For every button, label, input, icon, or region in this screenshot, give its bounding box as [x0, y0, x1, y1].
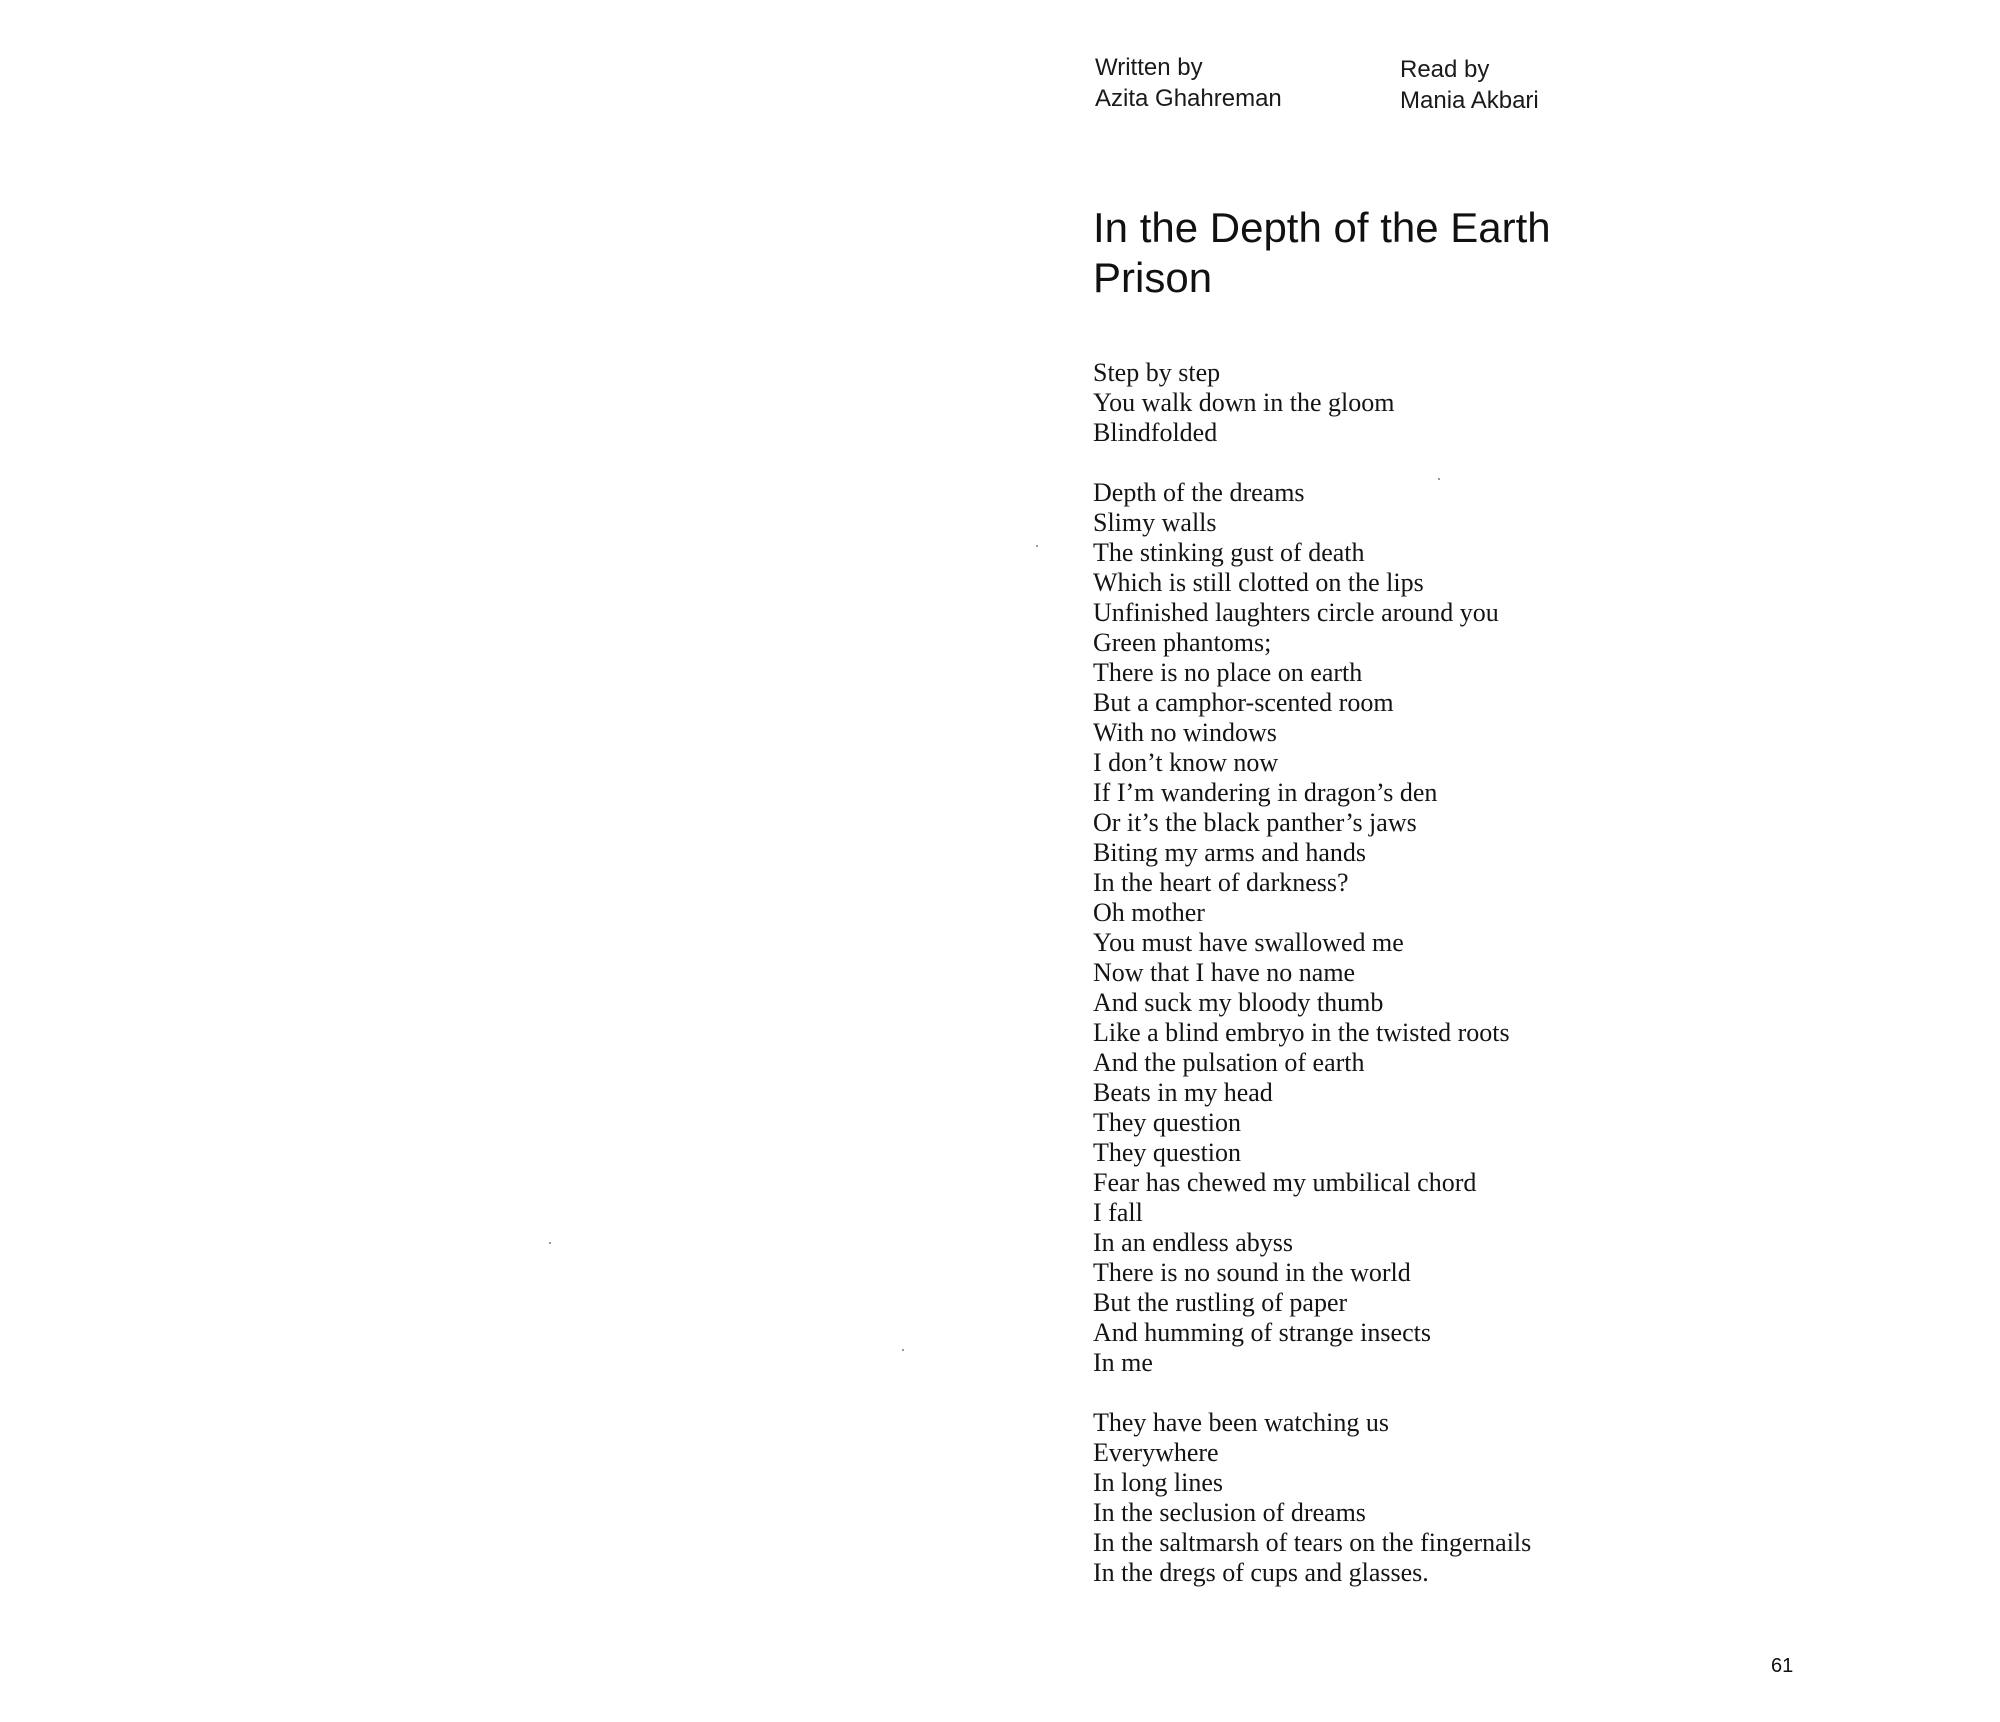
poem-line: Or it’s the black panther’s jaws	[1093, 808, 1417, 837]
poem-line: In the saltmarsh of tears on the fingernails	[1093, 1528, 1532, 1557]
poem-line: Fear has chewed my umbilical chord	[1093, 1168, 1477, 1197]
poem-line: Depth of the dreams	[1093, 478, 1305, 507]
credit-read-by	[1400, 54, 1539, 116]
poem-body	[1093, 358, 1531, 1588]
poem-line: Oh mother	[1093, 898, 1205, 927]
poem-title-line: In the Depth of the Earth	[1093, 204, 1551, 251]
poem-line: Unfinished laughters circle around you	[1093, 598, 1499, 627]
poem-line: Now that I have no name	[1093, 958, 1356, 987]
poem-line: I fall	[1093, 1198, 1143, 1227]
poem-line: In me	[1093, 1348, 1153, 1377]
poem-line: They question	[1093, 1108, 1242, 1137]
poem-line: Green phantoms;	[1093, 628, 1272, 657]
poem-line: In the seclusion of dreams	[1093, 1498, 1366, 1527]
poem-line: And the pulsation of earth	[1093, 1048, 1365, 1077]
poem-stanza	[1093, 358, 1531, 448]
poem-line: In an endless abyss	[1093, 1228, 1294, 1257]
poem-line: There is no sound in the world	[1093, 1258, 1411, 1287]
poem-line: If I’m wandering in dragon’s den	[1093, 778, 1438, 807]
poem-line: Like a blind embryo in the twisted roots	[1093, 1018, 1510, 1047]
poem-line: Beats in my head	[1093, 1078, 1273, 1107]
poem-line: In the heart of darkness?	[1093, 868, 1349, 897]
poem-line: I don’t know now	[1093, 748, 1279, 777]
poem-line: You must have swallowed me	[1093, 928, 1404, 957]
credit-read-label: Read by	[1400, 56, 1490, 83]
poem-line: Which is still clotted on the lips	[1093, 568, 1424, 597]
paper-speck	[902, 1349, 904, 1351]
paper-speck	[1036, 545, 1038, 547]
credit-written-label: Written by	[1095, 54, 1203, 81]
poem-line: Step by step	[1093, 358, 1221, 387]
poem-line: And humming of strange insects	[1093, 1318, 1431, 1347]
poem-line: They have been watching us	[1093, 1408, 1390, 1437]
poem-line: But a camphor-scented room	[1093, 688, 1394, 717]
poem-line: Slimy walls	[1093, 508, 1217, 537]
poem-line: Blindfolded	[1093, 418, 1218, 447]
poem-stanza	[1093, 1408, 1531, 1588]
poem-stanza	[1093, 478, 1531, 1378]
poem-line: The stinking gust of death	[1093, 538, 1365, 567]
credit-written-by	[1095, 52, 1282, 114]
page-number: 61	[1771, 1655, 1794, 1677]
poem-line: There is no place on earth	[1093, 658, 1363, 687]
poem-line: Everywhere	[1093, 1438, 1219, 1467]
poem-line: And suck my bloody thumb	[1093, 988, 1384, 1017]
poem-line: With no windows	[1093, 718, 1277, 747]
credit-author-name: Azita Ghahreman	[1095, 85, 1282, 112]
poem-line: In the dregs of cups and glasses.	[1093, 1558, 1429, 1587]
poem-title	[1093, 203, 1551, 303]
poem-line: They question	[1093, 1138, 1242, 1167]
poem-line: But the rustling of paper	[1093, 1288, 1348, 1317]
poem-line: You walk down in the gloom	[1093, 388, 1395, 417]
credit-reader-name: Mania Akbari	[1400, 87, 1539, 114]
poem-line: Biting my arms and hands	[1093, 838, 1366, 867]
poem-line: In long lines	[1093, 1468, 1223, 1497]
paper-speck	[549, 1242, 551, 1244]
poem-title-line: Prison	[1093, 254, 1213, 301]
